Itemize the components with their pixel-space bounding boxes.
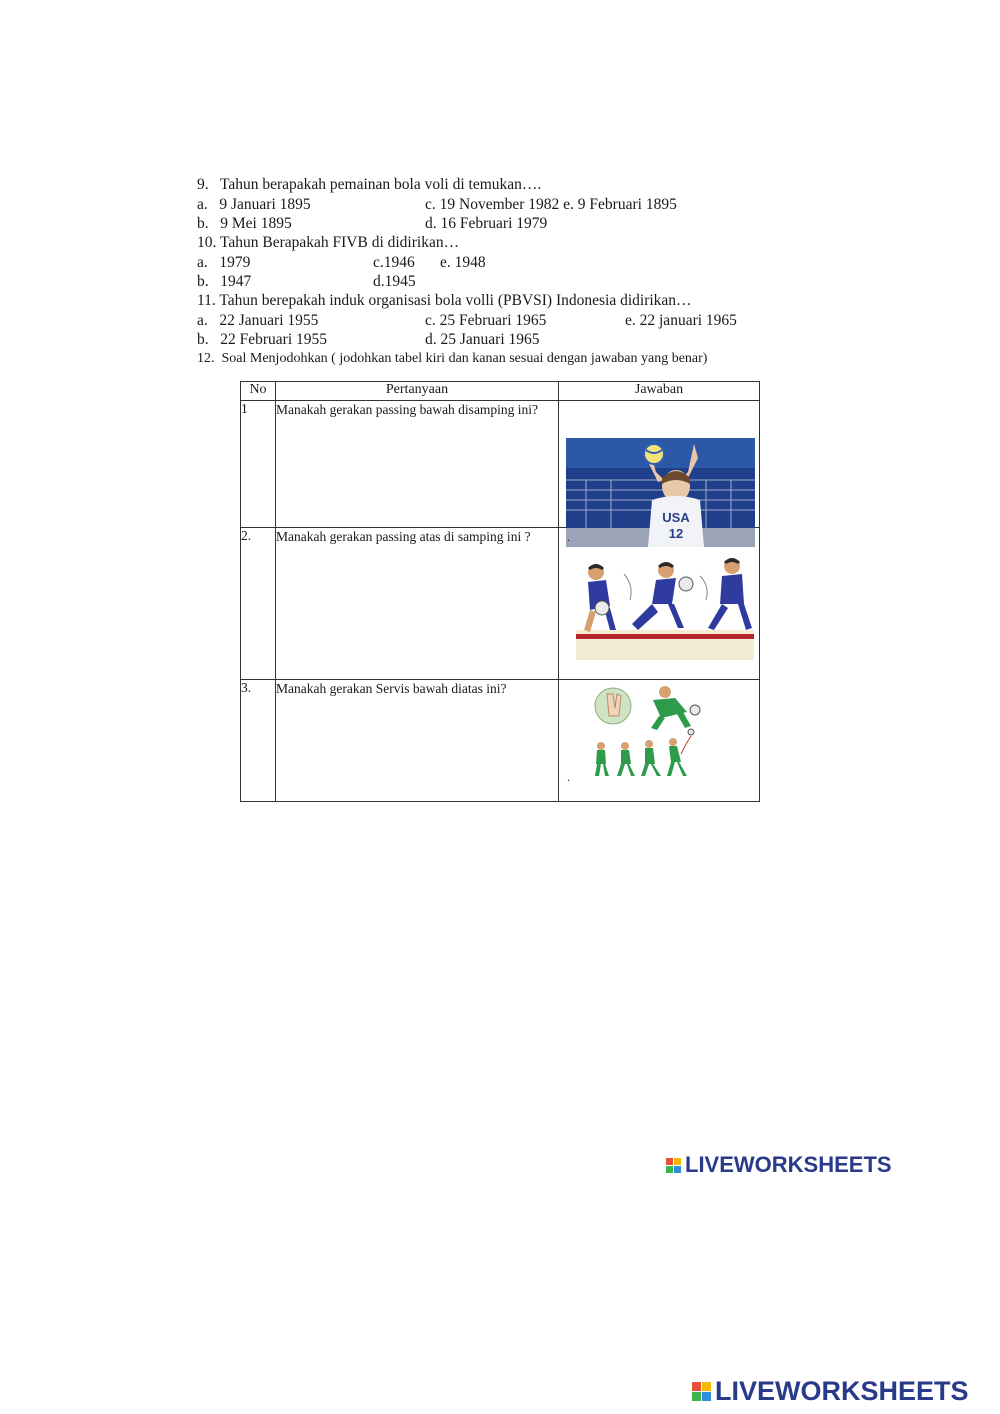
table-header-row — [241, 382, 760, 401]
answer-mark: . — [567, 530, 570, 544]
underhand-serve-illustration — [591, 684, 711, 788]
q10-option-d: d.1945 — [373, 273, 416, 290]
question-9: 9. Tahun berapakah pemainan bola voli di temukan…. — [197, 176, 542, 193]
q9-option-a: a. 9 Januari 1895 — [197, 196, 311, 213]
header-answer: Jawaban — [559, 382, 760, 401]
q11-option-c: c. 25 Februari 1965 — [425, 312, 547, 329]
header-no: No — [241, 382, 276, 401]
logo-text: LIVEWORKSHEETS — [685, 1152, 892, 1177]
answer-cell — [559, 401, 760, 541]
row-question: Manakah gerakan passing atas di samping ini ? — [276, 528, 559, 680]
q9-option-b: b. 9 Mei 1895 — [197, 215, 292, 232]
logo-mark-icon — [666, 1158, 681, 1173]
q9-option-d: d. 16 Februari 1979 — [425, 215, 548, 232]
q11-option-b: b. 22 Februari 1955 — [197, 331, 328, 348]
q10-option-e: e. 1948 — [440, 254, 486, 271]
header-question: Pertanyaan — [276, 382, 559, 401]
q11-option-d: d. 25 Januari 1965 — [425, 331, 540, 348]
question-12: 12. Soal Menjodohkan ( jodohkan tabel kiri dan kanan sesuai dengan jawaban yang benar) — [197, 351, 708, 366]
q10-option-a: a. 1979 — [197, 254, 251, 271]
answer-cell — [559, 528, 760, 680]
matching-table — [240, 381, 760, 802]
row-number: 1 — [241, 401, 276, 528]
forearm-pass-illustration — [576, 556, 754, 660]
svg-text:12: 12 — [668, 526, 684, 541]
liveworksheets-logo — [692, 1376, 969, 1407]
q10-option-c: c.1946 — [373, 254, 415, 271]
table-row — [241, 401, 760, 528]
row-question: Manakah gerakan passing bawah disamping ini? — [276, 401, 559, 528]
q11-option-e: e. 22 januari 1965 — [625, 312, 737, 329]
liveworksheets-logo — [666, 1152, 892, 1178]
logo-mark-icon — [692, 1382, 711, 1401]
row-number: 2. — [241, 528, 276, 680]
logo-text: LIVEWORKSHEETS — [715, 1376, 969, 1406]
question-10: 10. Tahun Berapakah FIVB di didirikan… — [197, 234, 460, 251]
answer-mark: . — [567, 770, 570, 784]
question-11: 11. Tahun berepakah induk organisasi bola volli (PBVSI) Indonesia didirikan… — [197, 292, 692, 309]
row-number: 3. — [241, 680, 276, 802]
answer-cell — [559, 680, 760, 802]
q11-option-a: a. 22 Januari 1955 — [197, 312, 319, 329]
q10-option-b: b. 1947 — [197, 273, 252, 290]
svg-text:USA: USA — [662, 510, 690, 525]
table-row — [241, 528, 760, 680]
row-question: Manakah gerakan Servis bawah diatas ini? — [276, 680, 559, 802]
table-row — [241, 680, 760, 802]
q9-option-c-e: c. 19 November 1982 e. 9 Februari 1895 — [425, 196, 677, 213]
